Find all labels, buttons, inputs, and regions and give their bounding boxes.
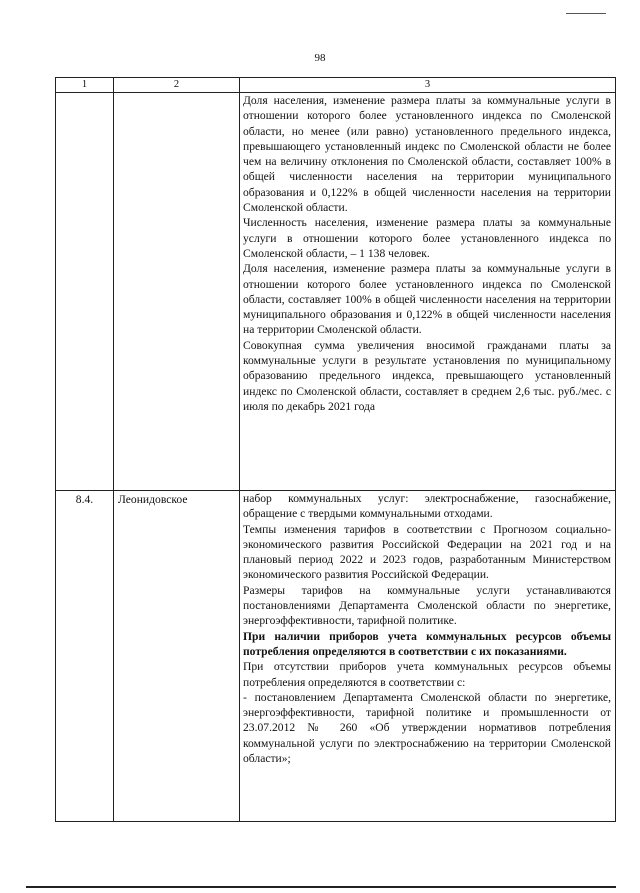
column-header-2: 2 xyxy=(114,78,240,93)
paragraph: Доля населения, изменение размера платы за коммунальные услуги в отношении которого более установленного индекса по Смоленской области, но менее (или равно) установленного предельного индекса, превышающего установленный индекс по Смоленской области не более чем на величину отклонения по Смоленской области, составляет 100% в общей численности населения на территории муниципального образования и 0,122% в общей численности населения на территории Смоленской области. xyxy=(243,94,611,215)
column-header-1: 1 xyxy=(56,78,114,93)
table-row xyxy=(56,491,616,822)
paragraph: При наличии приборов учета коммунальных ресурсов объемы потребления определяются в соответствии с их показаниями. xyxy=(243,629,611,658)
paragraph: Темпы изменения тарифов в соответствии с Прогнозом социально-экономического развития Российской Федерации на 2021 год и на плановый период 2022 и 2023 годов, разработанным Министерством экономического развития Российской Федерации. xyxy=(243,522,611,582)
page-number: 98 xyxy=(314,52,326,64)
column-header-3: 3 xyxy=(240,78,616,93)
top-rule xyxy=(566,13,606,14)
table-header-row xyxy=(56,78,616,93)
paragraph: Совокупная сумма увеличения вносимой гражданами платы за коммунальные услуги в результате установления по муниципальному образованию предельного индекса, превышающего установленный индекс по Смоленской области, составляет в среднем 2,6 тыс. руб./мес. с июля по декабрь 2021 года xyxy=(243,338,611,413)
paragraph: При отсутствии приборов учета коммунальных ресурсов объемы потребления определяются в соответствии с: xyxy=(243,660,611,689)
municipality-name xyxy=(114,93,240,491)
municipality-name: Леонидовское xyxy=(114,491,240,822)
paragraph: Размеры тарифов на коммунальные услуги устанавливаются постановлениями Департамента Смоленской области по энергетике, энергоэффективности, тарифной политике. xyxy=(243,583,611,628)
bottom-rule xyxy=(26,886,616,888)
paragraph: Численность населения, изменение размера платы за коммунальные услуги в отношении которого более установленного индекса по Смоленской области, – 1 138 человек. xyxy=(243,216,611,260)
row-index xyxy=(56,93,114,491)
description-cell xyxy=(240,491,616,822)
paragraph: набор коммунальных услуг: электроснабжение, газоснабжение, обращение с твердыми коммунальными отходами. xyxy=(243,492,611,521)
description-cell xyxy=(240,93,616,491)
paragraph: Доля населения, изменение размера платы за коммунальные услуги в отношении которого более установленного индекса по Смоленской области, составляет 100% в общей численности населения на территории муниципального образования и 0,122% в общей численности населения на территории Смоленской области. xyxy=(243,262,611,337)
table-row xyxy=(56,93,616,491)
document-table xyxy=(55,77,616,822)
paragraph: - постановлением Департамента Смоленской области по энергетике, энергоэффективности, тарифной политике и промышленности от 23.07.2012 № 260 «Об утверждении нормативов потребления коммунальной услуги по электроснабжению на территории Смоленской области»; xyxy=(243,690,611,766)
row-index: 8.4. xyxy=(56,491,114,822)
